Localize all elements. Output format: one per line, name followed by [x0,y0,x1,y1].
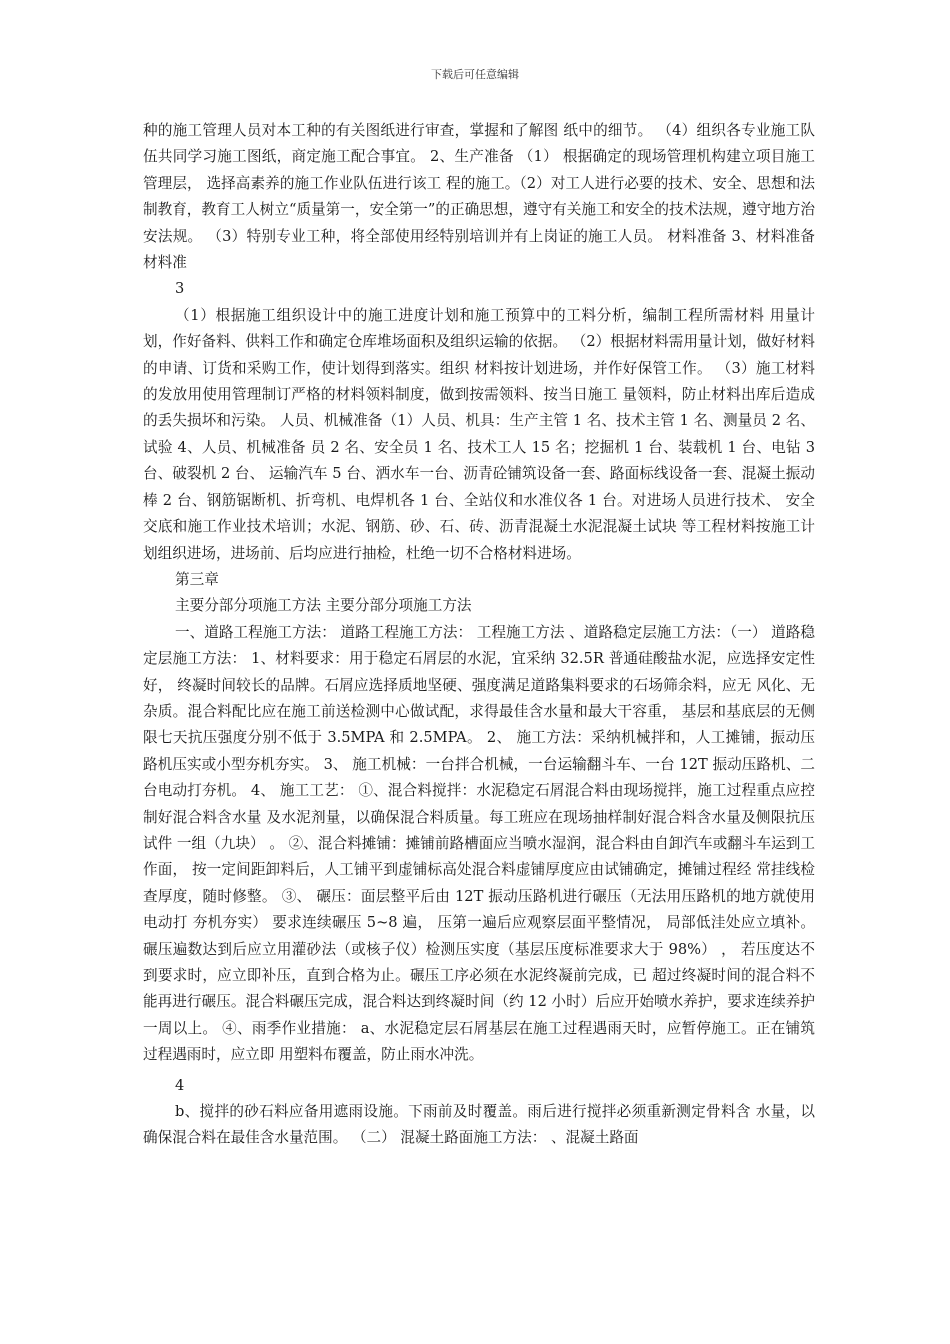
paragraph: 种的施工管理人员对本工种的有关图纸进行审查，掌握和了解图 纸中的细节。 （4）组织各专业施工队伍共同学习施工图纸，商定施工配合事宜。 2、生产准备 （1） 根据确定的现场管理机构建立项目施工管理层， 选择高素养的施工作业队伍进行该工 程的施工。（2）对工人进行必要的技术、安全、思想和法制教育，教育工人树立“质量第一，安全第一”的正确思想，遵守有关施工和安全的技术法规，遵守地方治安法规。 （3）特别专业工种，将全部使用经特别培训并有上岗证的施工人员。 材料准备 3、材料准备 材料准 [143,122,815,272]
section-heading: 主要分部分项施工方法 主要分部分项施工方法 [175,597,472,615]
page-number: 4 [175,1076,185,1094]
chapter-heading: 第三章 [175,570,219,588]
page-header-note: 下载后可任意编辑 [431,68,519,81]
document-body [143,118,815,1152]
page-number: 3 [175,280,185,298]
paragraph: 一、道路工程施工方法： 道路工程施工方法： 工程施工方法 、道路稳定层施工方法：（一） 道路稳定层施工方法： 1、材料要求：用于稳定石屑层的水泥，宜采纳 32.5R 普通硅酸盐水泥，应选择安定性好， 终凝时间较长的品牌。石屑应选择质地坚硬、强度满足道路集料要求的石场筛余料，应无 风化、无杂质。混合料配比应在施工前送检测中心做试配，求得最佳含水量和最大干容重， 基层和基底层的无侧限七天抗压强度分别不低于 3.5MPA 和 2.5MPA。 2、 施工方法：采纳机械拌和，人工摊铺，振动压路机压实或小型夯机夯实。 3、 施工机械：一台拌合机械，一台运输翻斗车、一台 12T 振动压路机、二台电动打夯机。 4、 施工工艺： ①、混合料搅拌：水泥稳定石屑混合料由现场搅拌，施工过程重点应控制好混合料含水量 及水泥剂量，以确保混合料质量。每工班应在现场抽样制好混合料含水量及侧限抗压试件 一组（九块） 。 ②、混合料摊铺：摊铺前路槽面应当喷水湿润，混合料由自卸汽车或翻斗车运到工作面， 按一定间距卸料后，人工铺平到虚铺标高处混合料虚铺厚度应由试铺确定，摊铺过程经 常挂线检查厚度，随时修整。 ③、 碾压：面层整平后由 12T 振动压路机进行碾压（无法用压路机的地方就使用电动打 夯机夯实） 要求连续碾压 5~8 遍， 压第一遍后应观察层面平整情况， 局部低洼处应立填补。 碾压遍数达到后应立用灌砂法（或核子仪）检测压实度（基层压度标准要求大于 98%） ， 若压度达不到要求时，应立即补压，直到合格为止。碾压工序必须在水泥终凝前完成，已 超过终凝时间的混合料不能再进行碾压。混合料碾压完成，混合料达到终凝时间（约 12 小时）后应开始喷水养护，要求连续养护一周以上。 ④、雨季作业措施： a、水泥稳定层石屑基层在施工过程遇雨天时，应暂停施工。正在铺筑过程遇雨时，应立即 用塑料布覆盖，防止雨水冲洗。 [143,623,815,1064]
paragraph: （1）根据施工组织设计中的施工进度计划和施工预算中的工料分析，编制工程所需材料 用量计划，作好备料、供料工作和确定仓库堆场面积及组织运输的依据。 （2）根据材料需用量计划，做好材料的申请、订货和采购工作，使计划得到落实。组织 材料按计划进场，并作好保管工作。 （3）施工材料的发放用使用管理制订严格的材料领料制度，做到按需领料、按当日施工 量领料，防止材料出库后造成的丢失损坏和污染。 人员、机械准备（1）人员、机具：生产主管 1 名、技术主管 1 名、测量员 2 名、试验 4、人员、机械准备 员 2 名、安全员 1 名、技术工人 15 名；挖掘机 1 台、装载机 1 台、电钻 3 台、破裂机 2 台、 运输汽车 5 台、洒水车一台、沥青砼铺筑设备一套、路面标线设备一套、混凝土振动棒 2 台、钢筋锯断机、折弯机、电焊机各 1 台、全站仪和水准仪各 1 台。对进场人员进行技术、 安全交底和施工作业技术培训；水泥、钢筋、砂、石、砖、沥青混凝土水泥混凝土试块 等工程材料按施工计划组织进场，进场前、后均应进行抽检，杜绝一切不合格材料进场。 [143,306,815,562]
paragraph: b、搅拌的砂石料应备用遮雨设施。下雨前及时覆盖。雨后进行搅拌必须重新测定骨料含 水量，以确保混合料在最佳含水量范围。 （二） 混凝土路面施工方法： 、混凝土路面 [143,1103,815,1147]
